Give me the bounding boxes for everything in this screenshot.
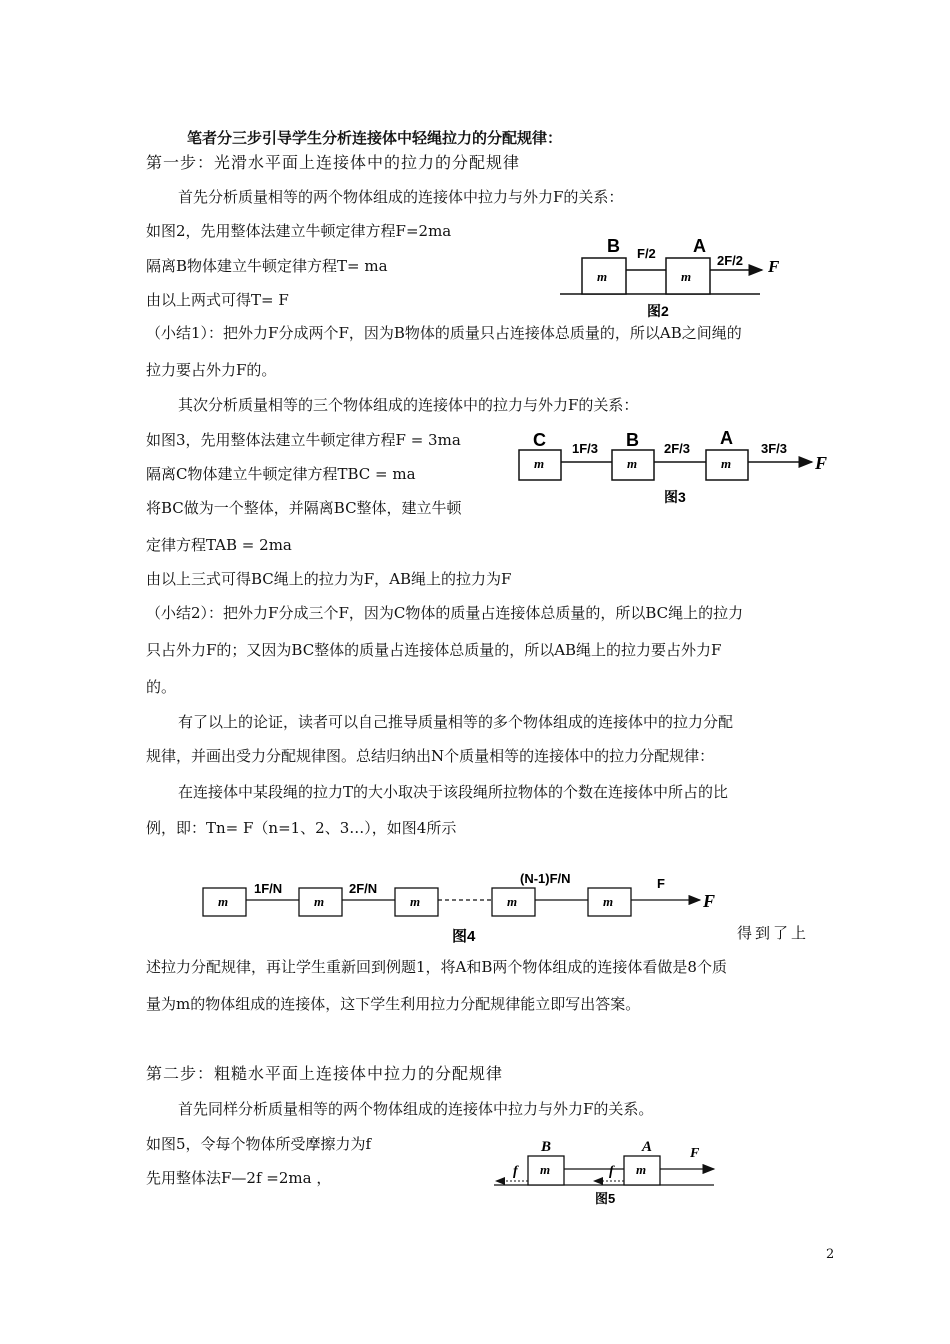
paragraph: 先用整体法F—2f =2ma ， xyxy=(146,1169,332,1187)
rope-label: 2F/3 xyxy=(664,441,691,456)
page-number: 2 xyxy=(826,1247,835,1262)
label-b: B xyxy=(626,430,639,450)
mass-label: m xyxy=(507,894,518,909)
mass-label: m xyxy=(721,456,732,471)
paragraph: 首先同样分析质量相等的两个物体组成的连接体中拉力与外力F的关系。 xyxy=(178,1100,654,1118)
paragraph: 将BC做为一个整体，并隔离BC整体，建立牛顿 xyxy=(146,499,462,517)
paragraph: 由以上三式可得BC绳上的拉力为F，AB绳上的拉力为F xyxy=(146,570,512,588)
force-symbol: F xyxy=(815,453,828,473)
label-a: A xyxy=(693,236,706,256)
paragraph: 得到了上 xyxy=(737,924,810,942)
mass-label: m xyxy=(218,894,229,909)
force-label: 2F/2 xyxy=(717,253,744,268)
mass-label: m xyxy=(603,894,614,909)
paragraph: 只占外力F的；又因为BC整体的质量占连接体总质量的，所以AB绳上的拉力要占外力F xyxy=(146,641,722,659)
rope-label: F/2 xyxy=(637,246,656,261)
label-b: B xyxy=(607,236,620,256)
paragraph: 如图3，先用整体法建立牛顿定律方程F = 3ma xyxy=(146,431,461,449)
label-b: B xyxy=(541,1139,552,1155)
step2-title: 第二步：粗糙水平面上连接体中拉力的分配规律 xyxy=(146,1064,504,1083)
step1-title: 第一步：光滑水平面上连接体中的拉力的分配规律 xyxy=(146,153,521,172)
force-symbol: F xyxy=(768,257,780,276)
paragraph: 的。 xyxy=(146,678,177,696)
paragraph: 隔离C物体建立牛顿定律方程TBC = ma xyxy=(146,465,416,483)
rope-label: 2F/N xyxy=(349,881,378,896)
rope-label: 3F/3 xyxy=(761,441,788,456)
figure-2 xyxy=(560,236,780,319)
mass-label: m xyxy=(597,269,608,284)
rope-label: F xyxy=(657,876,665,891)
mass-label: m xyxy=(627,456,638,471)
paragraph: 由以上两式可得T= F xyxy=(146,291,289,309)
paragraph: 在连接体中某段绳的拉力T的大小取决于该段绳所拉物体的个数在连接体中所占的比 xyxy=(178,783,729,801)
force-label: F xyxy=(690,1146,700,1161)
paragraph: 隔离B物体建立牛顿定律方程T= ma xyxy=(146,257,388,275)
paragraph: 例，即：Tn= F（n=1、2、3…），如图4所示 xyxy=(146,819,457,837)
paragraph: 有了以上的论证，读者可以自己推导质量相等的多个物体组成的连接体中的拉力分配 xyxy=(178,713,734,731)
figure-3 xyxy=(519,428,827,505)
figure-caption: 图3 xyxy=(664,489,686,505)
mass-label: m xyxy=(534,456,545,471)
mass-label: m xyxy=(636,1162,647,1177)
figure-4 xyxy=(203,871,715,945)
label-c: C xyxy=(533,430,546,450)
paragraph: 定律方程TAB = 2ma xyxy=(146,536,292,554)
paragraph: 首先分析质量相等的两个物体组成的连接体中拉力与外力F的关系： xyxy=(178,188,624,206)
paragraph: 如图2，先用整体法建立牛顿定律方程F=2ma xyxy=(146,222,452,240)
paragraph: （小结1）：把外力F分成两个F，因为B物体的质量只占连接体总质量的，所以AB之间绳的 xyxy=(146,324,742,342)
paragraph: 如图5，令每个物体所受摩擦力为f xyxy=(146,1135,372,1153)
paragraph: 量为m的物体组成的连接体，这下学生利用拉力分配规律能立即写出答案。 xyxy=(146,995,641,1013)
section-heading: 笔者分三步引导学生分析连接体中轻绳拉力的分配规律： xyxy=(187,129,563,147)
paragraph: 拉力要占外力F的。 xyxy=(146,361,277,379)
label-a: A xyxy=(642,1139,653,1155)
mass-label: m xyxy=(410,894,421,909)
paragraph: （小结2）：把外力F分成三个F，因为C物体的质量占连接体总质量的，所以BC绳上的拉力 xyxy=(146,604,744,622)
figure-caption: 图2 xyxy=(647,303,669,319)
paragraph: 述拉力分配规律，再让学生重新回到例题1，将A和B两个物体组成的连接体看做是8个质 xyxy=(146,958,727,976)
figure-caption: 图5 xyxy=(595,1191,616,1206)
friction-label: f xyxy=(609,1164,614,1179)
mass-label: m xyxy=(540,1162,551,1177)
paragraph: 规律，并画出受力分配规律图。总结归纳出N个质量相等的连接体中的拉力分配规律： xyxy=(146,747,715,765)
rope-label: (N-1)F/N xyxy=(520,871,571,886)
figure-caption: 图4 xyxy=(452,928,476,945)
mass-label: m xyxy=(314,894,325,909)
rope-label: 1F/3 xyxy=(572,441,599,456)
friction-label: f xyxy=(513,1164,518,1179)
force-symbol: F xyxy=(703,891,716,911)
mass-label: m xyxy=(681,269,692,284)
label-a: A xyxy=(720,428,733,448)
paragraph: 其次分析质量相等的三个物体组成的连接体中的拉力与外力F的关系： xyxy=(178,396,639,414)
rope-label: 1F/N xyxy=(254,881,283,896)
figure-5 xyxy=(494,1139,714,1206)
